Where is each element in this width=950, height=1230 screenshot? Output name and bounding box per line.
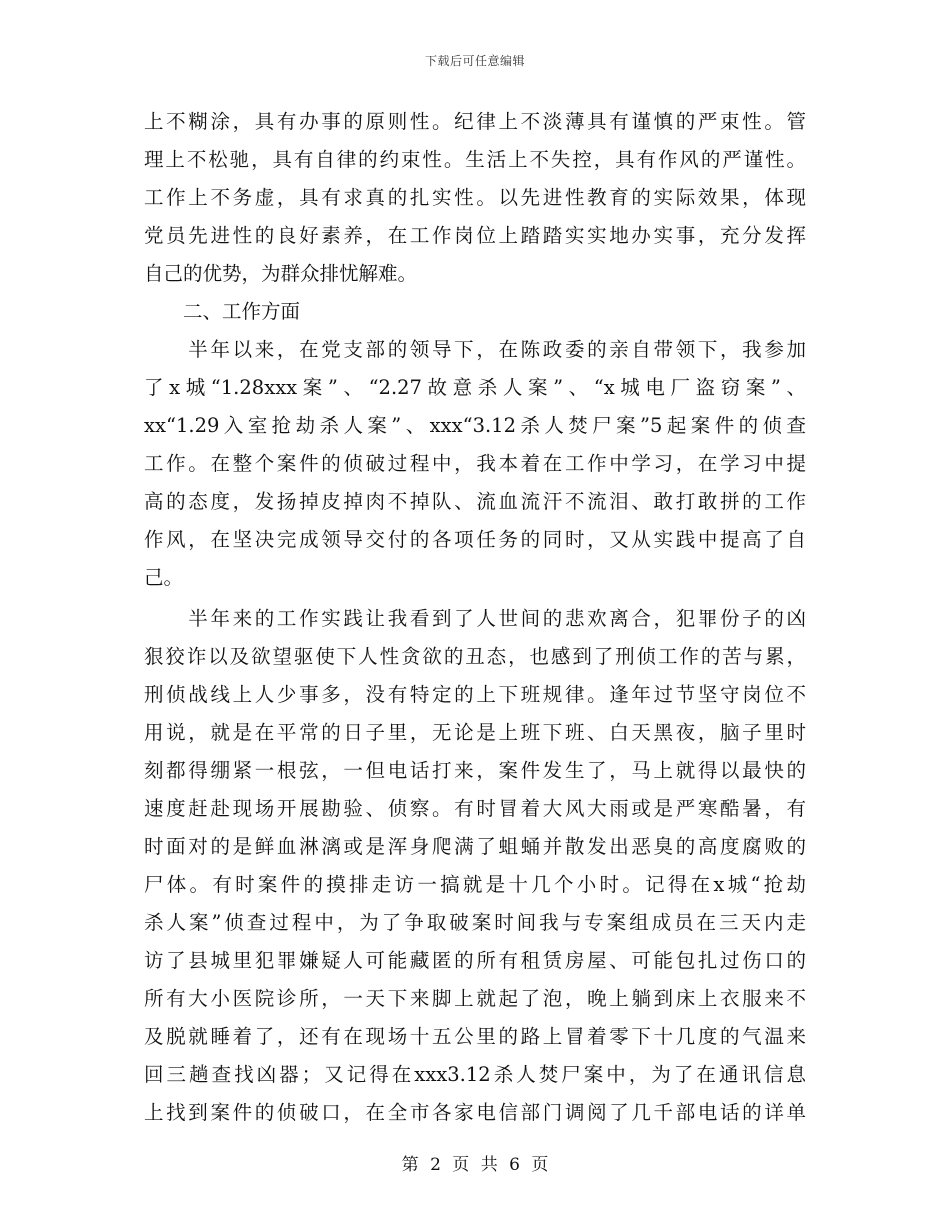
paragraph	[144, 331, 806, 597]
text-line: 尸体。有时案件的摸排走访一搞就是十几个小时。记得在x城“抢劫	[144, 873, 806, 896]
text-line: 作风，在坚决完成领导交付的各项任务的同时，又从实践中提高了自	[144, 528, 806, 551]
text-line: 高的态度，发扬掉皮掉肉不掉队、流血流汗不流泪、敢打敢拼的工作	[144, 490, 806, 513]
text-line: 党员先进性的良好素养，在工作岗位上踏踏实实地办实事，充分发挥	[144, 224, 806, 247]
text-line: 半年以来，在党支部的领导下，在陈政委的亲自带领下，我参加	[144, 338, 806, 361]
text-line: 及脱就睡着了，还有在现场十五公里的路上冒着零下十几度的气温来	[144, 1025, 806, 1048]
text-line: 狠狡诈以及欲望驱使下人性贪欲的丑态，也感到了刑侦工作的苦与累，	[144, 645, 806, 668]
header-note: 下载后可任意编辑	[424, 54, 525, 68]
text-line: 用说，就是在平常的日子里，无论是上班下班、白天黑夜，脑子里时	[144, 721, 806, 744]
text-line: 理上不松驰，具有自律的约束性。生活上不失控，具有作风的严谨性。	[144, 148, 806, 171]
text-line: 了x城“1.28xxx案”、“2.27故意杀人案”、“x城电厂盗窃案”、	[144, 376, 806, 399]
text-line: 回三趟查找凶器；又记得在xxx3.12杀人焚尸案中，为了在通讯信息	[144, 1063, 806, 1086]
text-line: 二、工作方面	[144, 300, 301, 323]
text-line: 杀人案”侦查过程中，为了争取破案时间我与专案组成员在三天内走	[144, 911, 806, 934]
text-line: 己。	[144, 566, 184, 589]
text-line: 访了县城里犯罪嫌疑人可能藏匿的所有租赁房屋、可能包扎过伤口的	[144, 949, 806, 972]
text-line: 时面对的是鲜血淋漓或是浑身爬满了蛆蛹并散发出恶臭的高度腐败的	[144, 835, 806, 858]
text-line: xx“1.29入室抢劫杀人案”、xxx“3.12杀人焚尸案”5起案件的侦查	[144, 414, 806, 437]
section-heading	[144, 293, 806, 331]
text-line: 刻都得绷紧一根弦，一但电话打来，案件发生了，马上就得以最快的	[144, 759, 806, 782]
page-number: 第 2 页 共 6 页	[401, 1155, 549, 1175]
document-body	[144, 103, 806, 1132]
text-line: 自己的优势，为群众排忧解难。	[144, 262, 418, 285]
text-line: 半年来的工作实践让我看到了人世间的悲欢离合，犯罪份子的凶	[144, 607, 806, 630]
text-line: 上找到案件的侦破口，在全市各家电信部门调阅了几千部电话的详单	[144, 1101, 806, 1124]
paragraph	[144, 103, 806, 293]
text-line: 上不糊涂，具有办事的原则性。纪律上不淡薄具有谨慎的严束性。管	[144, 110, 806, 133]
text-line: 所有大小医院诊所，一天下来脚上就起了泡，晚上躺到床上衣服来不	[144, 987, 806, 1010]
text-line: 工作。在整个案件的侦破过程中，我本着在工作中学习，在学习中提	[144, 452, 806, 475]
text-line: 刑侦战线上人少事多，没有特定的上下班规律。逢年过节坚守岗位不	[144, 683, 806, 706]
text-line: 工作上不务虚，具有求真的扎实性。以先进性教育的实际效果，体现	[144, 186, 806, 209]
paragraph	[144, 600, 806, 1132]
text-line: 速度赶赴现场开展勘验、侦察。有时冒着大风大雨或是严寒酷暑，有	[144, 797, 806, 820]
